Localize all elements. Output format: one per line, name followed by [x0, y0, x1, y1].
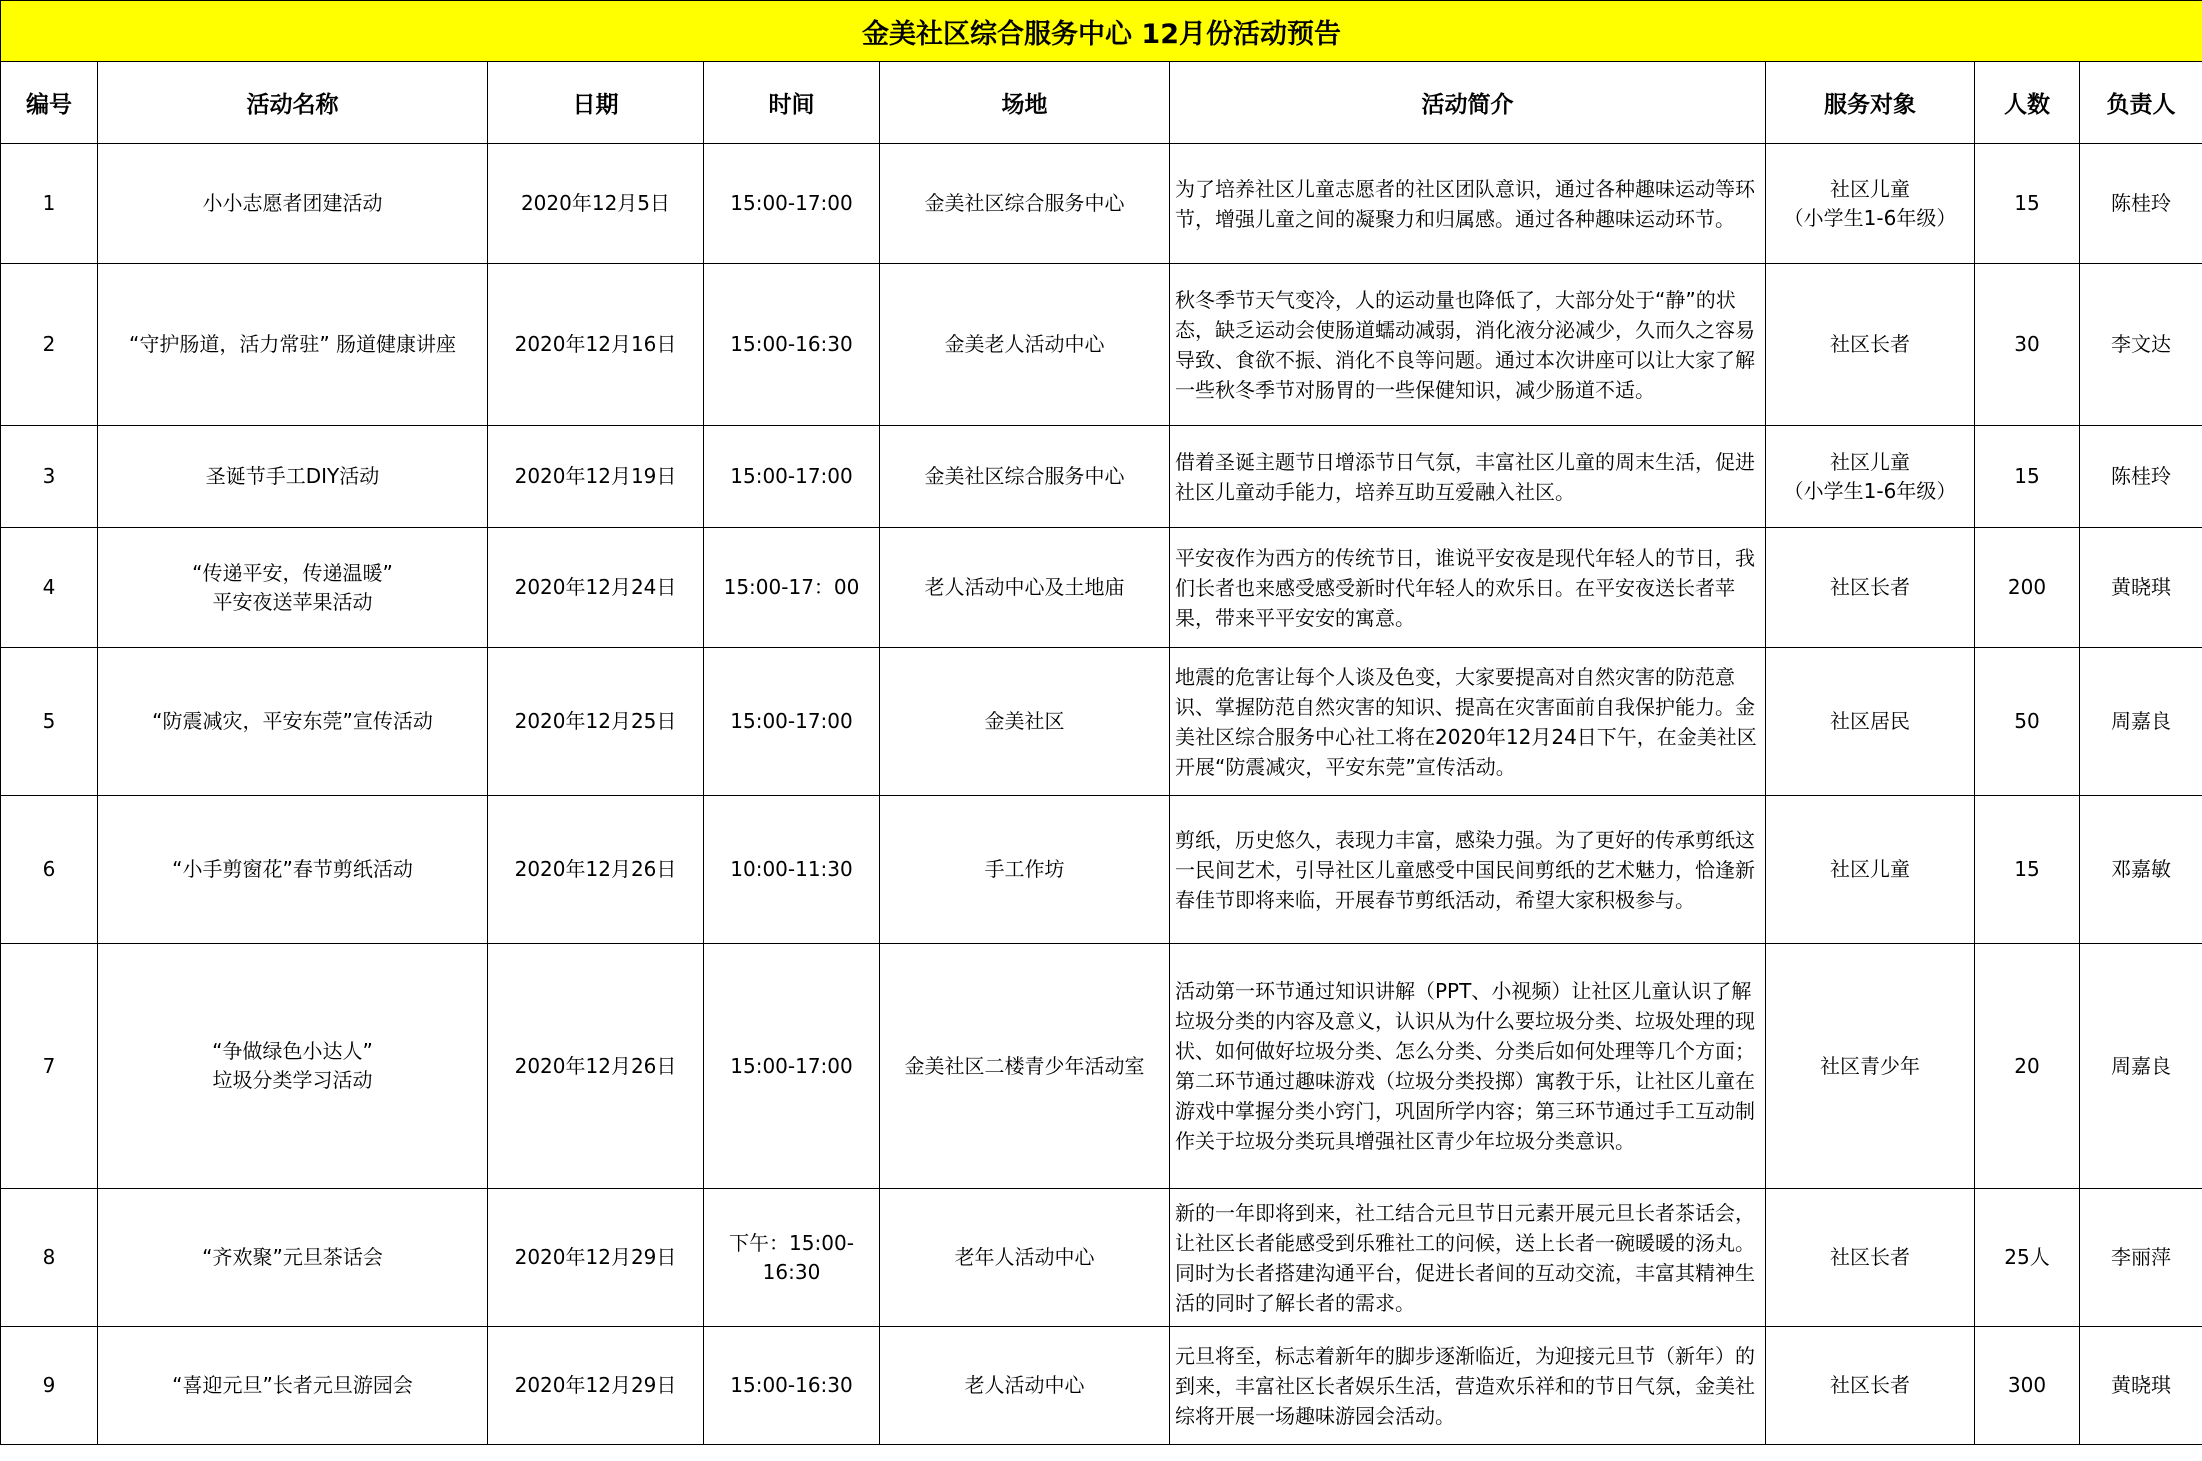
header-cell-leader: 负责人	[2080, 62, 2202, 144]
cell-venue: 金美社区综合服务中心	[880, 426, 1170, 528]
sheet-title: 金美社区综合服务中心 12月份活动预告	[1, 1, 2202, 62]
cell-target-group: 社区居民	[1766, 648, 1975, 796]
table-row	[1, 144, 2202, 264]
header-row	[1, 62, 2202, 144]
cell-description: 借着圣诞主题节日增添节日气氛，丰富社区儿童的周末生活，促进社区儿童动手能力，培养互助互爱融入社区。	[1170, 426, 1766, 528]
cell-participant-count: 30	[1975, 264, 2080, 426]
cell-time: 15:00-16:30	[704, 1327, 880, 1445]
cell-no: 1	[1, 144, 98, 264]
cell-target-group: 社区儿童 （小学生1-6年级）	[1766, 144, 1975, 264]
cell-time: 15:00-17:00	[704, 648, 880, 796]
cell-date: 2020年12月16日	[488, 264, 704, 426]
cell-participant-count: 25人	[1975, 1189, 2080, 1327]
cell-target-group: 社区儿童 （小学生1-6年级）	[1766, 426, 1975, 528]
table-row	[1, 648, 2202, 796]
cell-time: 15:00-16:30	[704, 264, 880, 426]
cell-venue: 老人活动中心	[880, 1327, 1170, 1445]
cell-venue: 金美社区	[880, 648, 1170, 796]
table-row	[1, 426, 2202, 528]
cell-date: 2020年12月29日	[488, 1327, 704, 1445]
cell-description: 地震的危害让每个人谈及色变，大家要提高对自然灾害的防范意识、掌握防范自然灾害的知识、提高在灾害面前自我保护能力。金美社区综合服务中心社工将在2020年12月24日下午，在金美社区开展“防震减灾，平安东莞”宣传活动。	[1170, 648, 1766, 796]
cell-time: 15:00-17：00	[704, 528, 880, 648]
cell-target-group: 社区儿童	[1766, 796, 1975, 944]
cell-no: 6	[1, 796, 98, 944]
cell-activity-name: “齐欢聚”元旦茶话会	[98, 1189, 488, 1327]
cell-no: 9	[1, 1327, 98, 1445]
table-row	[1, 1189, 2202, 1327]
cell-activity-name: “争做绿色小达人” 垃圾分类学习活动	[98, 944, 488, 1189]
header-cell-target: 服务对象	[1766, 62, 1975, 144]
cell-participant-count: 20	[1975, 944, 2080, 1189]
cell-time: 15:00-17:00	[704, 426, 880, 528]
cell-leader: 陈桂玲	[2080, 144, 2202, 264]
cell-target-group: 社区青少年	[1766, 944, 1975, 1189]
cell-description: 新的一年即将到来，社工结合元旦节日元素开展元旦长者茶话会，让社区长者能感受到乐雅社工的问候，送上长者一碗暖暖的汤丸。同时为长者搭建沟通平台，促进长者间的互动交流，丰富其精神生活的同时了解长者的需求。	[1170, 1189, 1766, 1327]
cell-date: 2020年12月5日	[488, 144, 704, 264]
cell-leader: 黄晓琪	[2080, 528, 2202, 648]
cell-date: 2020年12月26日	[488, 944, 704, 1189]
cell-target-group: 社区长者	[1766, 528, 1975, 648]
header-cell-date: 日期	[488, 62, 704, 144]
cell-date: 2020年12月26日	[488, 796, 704, 944]
cell-activity-name: “小手剪窗花”春节剪纸活动	[98, 796, 488, 944]
cell-participant-count: 15	[1975, 144, 2080, 264]
cell-date: 2020年12月19日	[488, 426, 704, 528]
cell-activity-name: “防震减灾，平安东莞”宣传活动	[98, 648, 488, 796]
cell-description: 为了培养社区儿童志愿者的社区团队意识，通过各种趣味运动等环节，增强儿童之间的凝聚力和归属感。通过各种趣味运动环节。	[1170, 144, 1766, 264]
cell-leader: 周嘉良	[2080, 944, 2202, 1189]
cell-description: 元旦将至，标志着新年的脚步逐渐临近，为迎接元旦节（新年）的到来，丰富社区长者娱乐生活，营造欢乐祥和的节日气氛，金美社综将开展一场趣味游园会活动。	[1170, 1327, 1766, 1445]
cell-time: 下午：15:00- 16:30	[704, 1189, 880, 1327]
cell-target-group: 社区长者	[1766, 1327, 1975, 1445]
cell-activity-name: “喜迎元旦”长者元旦游园会	[98, 1327, 488, 1445]
cell-venue: 金美社区综合服务中心	[880, 144, 1170, 264]
cell-participant-count: 50	[1975, 648, 2080, 796]
cell-leader: 李文达	[2080, 264, 2202, 426]
cell-date: 2020年12月29日	[488, 1189, 704, 1327]
cell-description: 平安夜作为西方的传统节日，谁说平安夜是现代年轻人的节日，我们长者也来感受感受新时代年轻人的欢乐日。在平安夜送长者苹果，带来平平安安的寓意。	[1170, 528, 1766, 648]
table-body	[1, 144, 2202, 1445]
table-row	[1, 796, 2202, 944]
cell-venue: 金美社区二楼青少年活动室	[880, 944, 1170, 1189]
cell-leader: 邓嘉敏	[2080, 796, 2202, 944]
header-cell-no: 编号	[1, 62, 98, 144]
cell-no: 5	[1, 648, 98, 796]
cell-description: 秋冬季节天气变冷，人的运动量也降低了，大部分处于“静”的状态，缺乏运动会使肠道蠕动减弱，消化液分泌减少，久而久之容易导致、食欲不振、消化不良等问题。通过本次讲座可以让大家了解一些秋冬季节对肠胃的一些保健知识，减少肠道不适。	[1170, 264, 1766, 426]
header-cell-venue: 场地	[880, 62, 1170, 144]
cell-participant-count: 200	[1975, 528, 2080, 648]
cell-activity-name: 小小志愿者团建活动	[98, 144, 488, 264]
cell-time: 15:00-17:00	[704, 144, 880, 264]
table-row	[1, 1327, 2202, 1445]
cell-description: 剪纸，历史悠久，表现力丰富，感染力强。为了更好的传承剪纸这一民间艺术，引导社区儿童感受中国民间剪纸的艺术魅力，恰逢新春佳节即将来临，开展春节剪纸活动，希望大家积极参与。	[1170, 796, 1766, 944]
cell-venue: 手工作坊	[880, 796, 1170, 944]
cell-participant-count: 300	[1975, 1327, 2080, 1445]
cell-description: 活动第一环节通过知识讲解（PPT、小视频）让社区儿童认识了解垃圾分类的内容及意义，认识从为什么要垃圾分类、垃圾处理的现状、如何做好垃圾分类、怎么分类、分类后如何处理等几个方面；第二环节通过趣味游戏（垃圾分类投掷）寓教于乐，让社区儿童在游戏中掌握分类小窍门，巩固所学内容；第三环节通过手工互动制作关于垃圾分类玩具增强社区青少年垃圾分类意识。	[1170, 944, 1766, 1189]
cell-no: 3	[1, 426, 98, 528]
cell-leader: 陈桂玲	[2080, 426, 2202, 528]
cell-target-group: 社区长者	[1766, 1189, 1975, 1327]
cell-venue: 老年人活动中心	[880, 1189, 1170, 1327]
header-cell-desc: 活动简介	[1170, 62, 1766, 144]
cell-venue: 金美老人活动中心	[880, 264, 1170, 426]
cell-venue: 老人活动中心及土地庙	[880, 528, 1170, 648]
header-cell-name: 活动名称	[98, 62, 488, 144]
cell-activity-name: “守护肠道，活力常驻” 肠道健康讲座	[98, 264, 488, 426]
cell-participant-count: 15	[1975, 426, 2080, 528]
cell-no: 2	[1, 264, 98, 426]
cell-date: 2020年12月25日	[488, 648, 704, 796]
cell-no: 4	[1, 528, 98, 648]
cell-leader: 李丽萍	[2080, 1189, 2202, 1327]
header-cell-time: 时间	[704, 62, 880, 144]
cell-no: 7	[1, 944, 98, 1189]
cell-activity-name: 圣诞节手工DIY活动	[98, 426, 488, 528]
table-row	[1, 264, 2202, 426]
header-cell-count: 人数	[1975, 62, 2080, 144]
cell-target-group: 社区长者	[1766, 264, 1975, 426]
cell-participant-count: 15	[1975, 796, 2080, 944]
cell-activity-name: “传递平安，传递温暖” 平安夜送苹果活动	[98, 528, 488, 648]
table-row	[1, 944, 2202, 1189]
cell-time: 15:00-17:00	[704, 944, 880, 1189]
cell-time: 10:00-11:30	[704, 796, 880, 944]
cell-date: 2020年12月24日	[488, 528, 704, 648]
cell-leader: 黄晓琪	[2080, 1327, 2202, 1445]
title-row	[1, 1, 2202, 62]
cell-leader: 周嘉良	[2080, 648, 2202, 796]
cell-no: 8	[1, 1189, 98, 1327]
table-row	[1, 528, 2202, 648]
